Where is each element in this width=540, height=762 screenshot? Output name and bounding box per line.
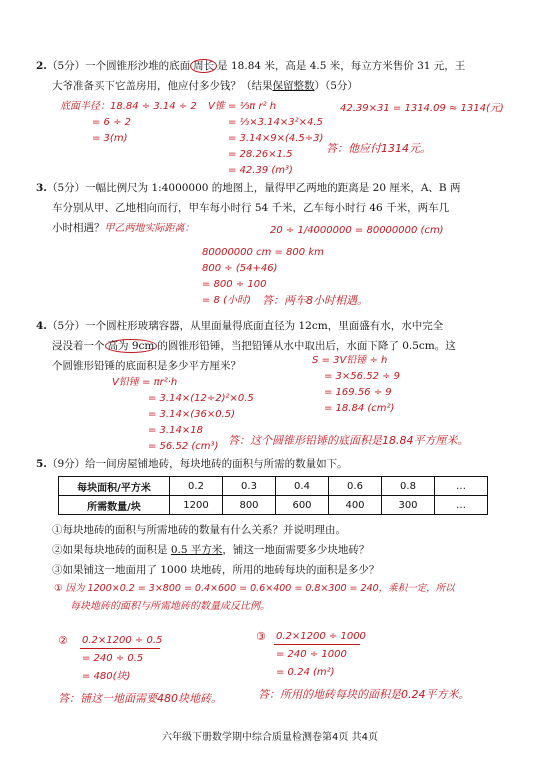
page-footer: 六年级下册数学期中综合质量检测卷第4页 共4页 xyxy=(162,732,378,743)
subquestion-2 xyxy=(36,540,508,560)
question-number: 5. xyxy=(36,458,47,470)
question-score: （5分） xyxy=(46,182,86,194)
handwritten-step: = 800 ÷ 100 xyxy=(202,279,267,290)
handwritten-radius-step: 底面半径：18.84 ÷ 3.14 ÷ 2 xyxy=(60,101,197,112)
question-text: 小时相遇？ xyxy=(52,222,105,234)
subquestion-1: ①每块地砖的面积与所需地砖的数量有什么关系？并说明理由。 xyxy=(52,524,346,536)
handwritten-answer: 答：这个圆锥形铅锤的底面积是18.84平方厘米。 xyxy=(228,434,469,447)
question-2-line-2 xyxy=(36,76,508,96)
circled-word: 周长 xyxy=(190,59,217,73)
handwritten-step: 20 ÷ 1/4000000 = 80000000 (cm) xyxy=(270,225,444,236)
question-2-line-1 xyxy=(36,56,508,76)
question-text: 一幅比例尺为 1:4000000 的地图上，量得甲乙两地的距离是 20 厘米，A、B 两 xyxy=(85,182,461,194)
question-number: 2. xyxy=(36,60,47,72)
question-score: （9分） xyxy=(46,458,86,470)
table-cell: … xyxy=(435,496,488,515)
handwritten-price: 42.39×31 = 1314.09 ≈ 1314(元) xyxy=(340,103,504,114)
question-text: 给一间房屋铺地砖，每块地砖的面积与所需的数量如下。 xyxy=(85,458,348,470)
question-4-line-1 xyxy=(36,316,508,336)
table-cell: 300 xyxy=(382,496,435,515)
handwritten-step: = 8 (小时) xyxy=(202,295,251,306)
handwritten-step: = ⅓×3.14×3²×4.5 xyxy=(228,117,323,128)
table-header-cell: 每块面积/平方米 xyxy=(59,477,170,496)
handwritten-answer: 答：两车8小时相遇。 xyxy=(262,294,368,307)
underlined-text: 保留整数 xyxy=(272,80,315,92)
question-5-line-1 xyxy=(36,454,508,474)
question-text: 是 18.84 米，高是 4.5 米，每立方米售价 31 元，王 xyxy=(217,60,466,72)
handwritten-step: = 6 ÷ 2 xyxy=(92,117,132,128)
table-cell: 0.3 xyxy=(223,477,276,496)
table-cell: 0.4 xyxy=(276,477,329,496)
table-row xyxy=(59,477,488,496)
table-cell: 0.8 xyxy=(382,477,435,496)
question-score: （5分） xyxy=(46,320,86,332)
handwritten-step: = 3(m) xyxy=(92,133,128,144)
underlined-text: 0.5 平方米 xyxy=(170,544,223,556)
table-cell: 800 xyxy=(223,496,276,515)
question-2 xyxy=(36,56,508,96)
question-4-line-3: 个圆锥形铅锤的底面积是多少平方厘米？ xyxy=(52,360,241,372)
table-cell: 0.2 xyxy=(170,477,223,496)
table-cell: 1200 xyxy=(170,496,223,515)
question-5 xyxy=(36,454,508,474)
subquestion-3: ③如果铺这一地面用了 1000 块地砖，所用的地砖每块的面积是多少？ xyxy=(52,564,380,576)
question-text: 一个圆柱形玻璃容器，从里面量得底面直径为 12cm，里面盛有水，水中完全 xyxy=(85,320,444,332)
table-cell: 0.6 xyxy=(329,477,382,496)
handwritten-step: S = 3V铅锤 ÷ h xyxy=(312,355,388,366)
question-4 xyxy=(36,316,508,376)
handwritten-answer: 答：他应付1314元。 xyxy=(326,142,431,155)
question-5-subquestions xyxy=(36,520,508,580)
circled-word: 高为 9cm xyxy=(105,339,158,353)
handwritten-answer-1: ① 因为 1200×0.2 = 3×800 = 0.4×600 = 0.6×400 = 0.8×300 = 240，乘积一定，所以 xyxy=(54,583,455,594)
handwritten-step: = 3.14×18 xyxy=(148,425,203,436)
handwritten-step: = 0.24 (m²) xyxy=(276,667,335,678)
table-header-cell: 所需数量/块 xyxy=(59,496,170,515)
question-3-line-2: 车分别从甲、乙地相向而行，甲车每小时行 54 千米，乙车每小时行 46 千米，两车几 xyxy=(52,202,450,214)
question-text: ②如果每块地砖的面积是 xyxy=(52,544,171,556)
handwritten-step: = 480(块) xyxy=(82,671,131,682)
handwritten-label: ② xyxy=(58,634,68,647)
handwritten-underline xyxy=(80,648,160,649)
table-cell: 400 xyxy=(329,496,382,515)
table-cell: … xyxy=(435,477,488,496)
question-score: （5分） xyxy=(46,60,86,72)
question-text: ，铺这一地面需要多少块地砖？ xyxy=(222,544,370,556)
handwritten-step: = 240 ÷ 1000 xyxy=(276,649,347,660)
table-row xyxy=(59,496,488,515)
handwritten-step: 0.2×1200 ÷ 0.5 xyxy=(82,635,163,646)
question-text: 浸没着一个 xyxy=(52,340,105,352)
question-4-line-2 xyxy=(36,336,508,356)
handwritten-step: = 42.39 (m³) xyxy=(228,165,293,176)
tile-table xyxy=(58,476,488,515)
question-text: 的圆锥形铅锤，当把铅锤从水中取出后，水面下降了 0.5cm。这 xyxy=(157,340,456,352)
handwritten-volume-formula: V锥 = ⅓π r² h xyxy=(208,101,277,112)
handwritten-label: ③ xyxy=(256,630,266,643)
handwritten-step: = 18.84 (cm²) xyxy=(324,403,395,414)
handwritten-step: = 169.56 ÷ 9 xyxy=(324,387,392,398)
handwritten-step: = 3.14×(36×0.5) xyxy=(148,409,236,420)
question-text: ）（5分） xyxy=(314,80,358,92)
handwritten-step: 800 ÷ (54+46) xyxy=(202,263,278,274)
handwritten-answer-1-cont: 每块地砖的面积与所需地砖的数量成反比例。 xyxy=(70,601,270,612)
handwritten-answer: 答：铺这一地面需要480块地砖。 xyxy=(58,692,222,705)
handwritten-step: = 28.26×1.5 xyxy=(228,149,293,160)
question-text: 大爷准备买下它盖房用，他应付多少钱？（结果 xyxy=(52,80,273,92)
handwritten-step: = 3×56.52 ÷ 9 xyxy=(324,371,401,382)
handwritten-step: 80000000 cm = 800 km xyxy=(202,247,324,258)
question-number: 4. xyxy=(36,320,47,332)
handwritten-step: = 3.14×(12÷2)²×0.5 xyxy=(148,393,254,404)
handwritten-label: 甲乙两地实际距离： xyxy=(104,223,195,234)
handwritten-step: = 240 ÷ 0.5 xyxy=(82,653,144,664)
handwritten-step: V铅锤 = πr²·h xyxy=(112,377,178,388)
handwritten-underline xyxy=(274,644,360,645)
handwritten-step: = 3.14×9×(4.5÷3) xyxy=(228,133,324,144)
handwritten-step: = 56.52 (cm³) xyxy=(148,441,219,452)
question-number: 3. xyxy=(36,182,47,194)
question-text: 一个圆锥形沙堆的底面 xyxy=(85,60,191,72)
handwritten-step: 0.2×1200 ÷ 1000 xyxy=(276,631,366,642)
question-3-line-1 xyxy=(36,178,508,198)
handwritten-answer: 答：所用的地砖每块的面积是0.24平方米。 xyxy=(258,688,470,701)
table-cell: 600 xyxy=(276,496,329,515)
